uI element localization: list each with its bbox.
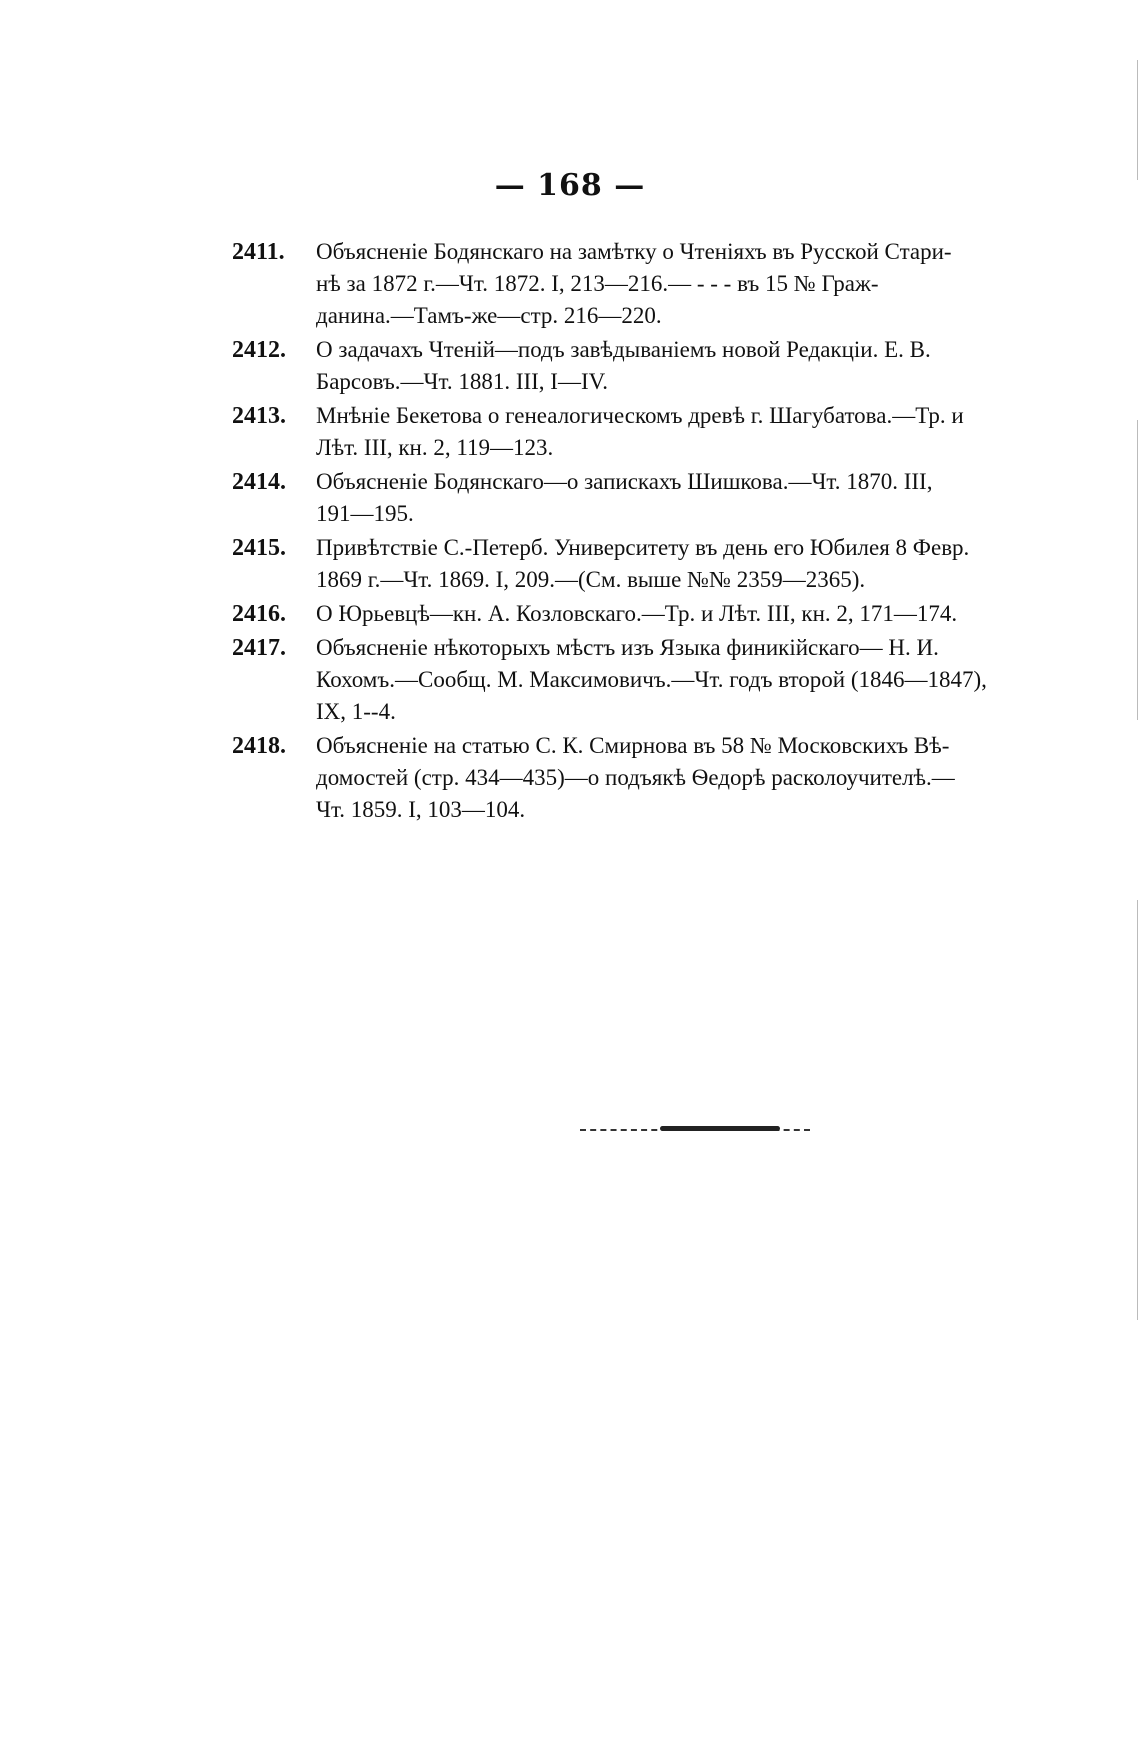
entry-number: 2416. (232, 601, 286, 627)
entry-line: IX, 1--4. (316, 699, 396, 724)
bibliography-entry (232, 334, 1092, 398)
entry-line: Объясненіе Бодянскаго на замѣтку о Чтеніяхъ въ Русской Стари- (316, 239, 952, 264)
entry-number: 2415. (232, 535, 286, 561)
bibliography-entry (232, 598, 1092, 630)
entry-text (316, 532, 1092, 596)
entry-number: 2414. (232, 469, 286, 495)
entry-text (316, 598, 1092, 630)
bibliography-entry (232, 532, 1092, 596)
bibliography-entry (232, 236, 1092, 332)
entry-line: Объясненіе на статью С. К. Смирнова въ 58 № Московскихъ Вѣ- (316, 733, 950, 758)
entry-line: данина.—Тамъ-же—стр. 216—220. (316, 303, 662, 328)
entry-number: 2417. (232, 635, 286, 661)
entry-number: 2413. (232, 403, 286, 429)
entry-line: Чт. 1859. I, 103—104. (316, 797, 526, 822)
page-number: — 168 — (494, 168, 646, 203)
entry-text (316, 730, 1092, 826)
entry-line: О Юрьевцѣ—кн. А. Козловскаго.—Тр. и Лѣт. III, кн. 2, 171—174. (316, 601, 958, 626)
entry-text (316, 236, 1092, 332)
entry-line: Привѣтствіе С.-Петерб. Университету въ день его Юбилея 8 Февр. (316, 535, 970, 560)
entry-number: 2412. (232, 337, 286, 363)
bibliography-entry (232, 632, 1092, 728)
entry-list (232, 236, 1092, 828)
end-rule-ornament (660, 1126, 780, 1131)
entry-text (316, 334, 1092, 398)
entry-line: Мнѣніе Бекетова о генеалогическомъ древѣ г. Шагубатова.—Тр. и (316, 403, 964, 428)
entry-line: Лѣт. III, кн. 2, 119—123. (316, 435, 554, 460)
entry-text (316, 466, 1092, 530)
bibliography-entry (232, 730, 1092, 826)
entry-line: Объясненіе Бодянскаго—о запискахъ Шишкова.—Чт. 1870. III, (316, 469, 933, 494)
bibliography-entry (232, 466, 1092, 530)
entry-text (316, 632, 1092, 728)
entry-line: домостей (стр. 434—435)—о подъякѣ Ѳедорѣ расколоучителѣ.— (316, 765, 955, 790)
entry-number: 2418. (232, 733, 286, 759)
entry-line: Объясненіе нѣкоторыхъ мѣстъ изъ Языка финикійскаго— Н. И. (316, 635, 939, 660)
entry-line: О задачахъ Чтеній—подъ завѣдываніемъ новой Редакціи. Е. В. (316, 337, 931, 362)
entry-text (316, 400, 1092, 464)
entry-line: Барсовъ.—Чт. 1881. III, I—IV. (316, 369, 609, 394)
entry-line: 191—195. (316, 501, 414, 526)
scan-margin-line (1137, 60, 1138, 180)
bibliography-entry (232, 400, 1092, 464)
scan-margin-line (1137, 900, 1138, 1320)
scan-margin-line (1137, 420, 1138, 720)
entry-line: нѣ за 1872 г.—Чт. 1872. I, 213—216.— - - - въ 15 № Граж- (316, 271, 879, 296)
entry-number: 2411. (232, 239, 285, 265)
entry-line: 1869 г.—Чт. 1869. I, 209.—(См. выше №№ 2359—2365). (316, 567, 866, 592)
entry-line: Кохомъ.—Сообщ. М. Максимовичъ.—Чт. годъ второй (1846—1847), (316, 667, 987, 692)
